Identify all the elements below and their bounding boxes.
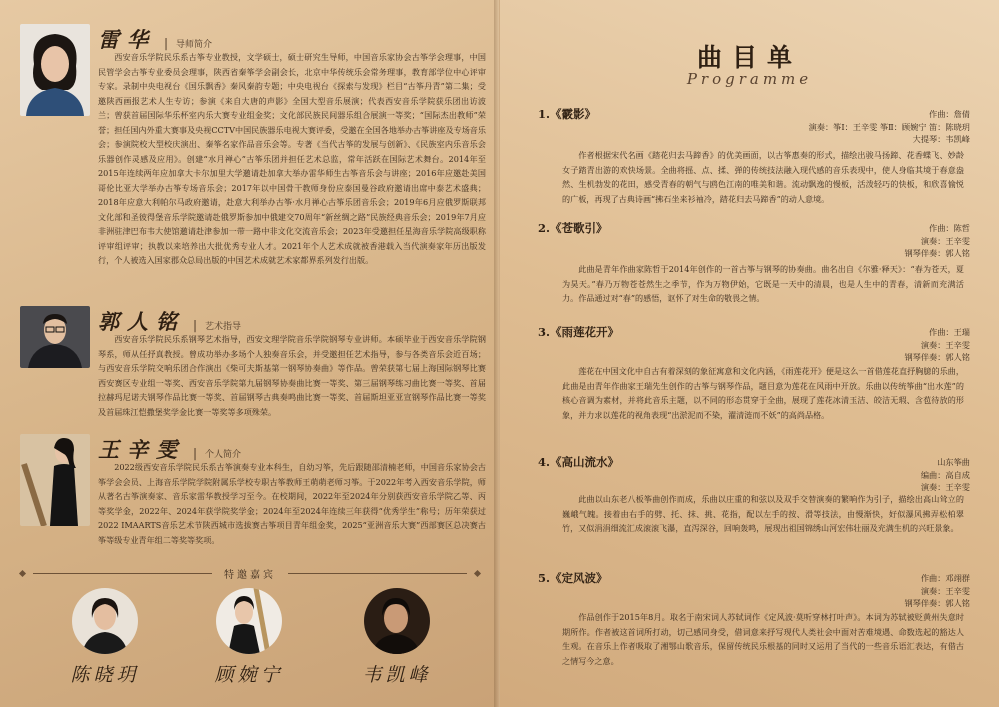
artist-role: 艺术指导 xyxy=(205,322,242,332)
artist-name: 郭人铭 xyxy=(98,309,185,334)
credit-line: 作曲：王瑞 xyxy=(929,327,970,337)
piece-title: 3.《雨莲花开》 xyxy=(538,325,620,339)
guests-title: 特邀嘉宾 xyxy=(224,569,276,581)
credit-line: 作曲：詹倩 xyxy=(929,109,970,119)
credit-line: 钢琴伴奏：郭人铭 xyxy=(904,352,970,362)
guest-photo xyxy=(216,588,282,654)
credit-line: 编曲：高自成 xyxy=(920,469,970,480)
artist-bio: 西安音乐学院民乐系钢琴艺术指导，西安文理学院音乐学院钢琴专业讲师。本硕毕业于西安音乐学院钢琴系，师从任抒真教授。曾成功举办多场个人独奏音乐会，并受邀担任艺术指导，参与各类音乐会近百场；与西安音乐学院交响乐团合作演出《柴可夫斯基第一钢琴协奏曲》等作品。曾荣获第七届上海国际钢琴比赛西安赛区专业组一等奖、西安音乐学院第九届钢琴协奏曲比赛一等奖、第三届钢琴练习曲比赛一等奖、首届拉赫玛尼诺夫钢琴作品比赛一等奖、首届钢琴古典奏鸣曲比赛一等奖、首届斯坦亚亚宣钢琴作品比赛一等奖及首届珠江恺撒堡奖学金比赛一等奖等多项殊荣。 xyxy=(98,334,486,417)
artist-role: 导师简介 xyxy=(176,40,213,50)
guest-card xyxy=(194,588,304,687)
credit-line: 演奏：王辛雯 xyxy=(920,585,970,596)
programme-item xyxy=(538,106,970,206)
artist-role: 个人简介 xyxy=(205,450,242,460)
credit-line: 作曲：陈哲 xyxy=(929,223,970,233)
artist-lei-hua xyxy=(20,24,486,286)
divider-bar: | xyxy=(193,446,198,460)
guest-photo xyxy=(72,588,138,654)
piece-title: 4.《高山流水》 xyxy=(538,455,620,469)
credit-line: 演奏：王辛雯 xyxy=(920,339,970,350)
guests-header xyxy=(20,566,480,580)
left-page xyxy=(0,0,499,707)
piece-description: 此曲以山东老八板筝曲创作而成，乐曲以庄重的和弦以及双手交替演奏的繁响作为引子，描绘出高山耸立的巍峨气魄。接着由右手的劈、托、抹、挑、花指，配以左手的按、滑等技法，由慢渐快，好似瀑风拂弄松柏翠竹，又似涓涓细流汇成滚滚飞瀑，直泻深谷，回响轰鸣，展现出祖国锦绣山河宏伟壮丽及充满生机的兴旺景象。 xyxy=(562,494,964,533)
credit-line: 作曲：邓翊群 xyxy=(920,573,970,583)
guest-name: 韦凯峰 xyxy=(362,664,432,686)
divider-line xyxy=(33,573,212,574)
artist-bio: 西安音乐学院民乐系古筝专业教授，文学硕士，硕士研究生导师，中国音乐家协会古筝学会理事，中国民管学会古筝专业委员会理事，陕西省秦筝学会副会长，北京中华传统乐会常务理事，教育部学位中心评审专家。录制中央电视台《国乐飘香》秦风秦韵专题；中央电视台《探索与发现》栏目“古筝丹青”第二集；受邀陕西画报艺术人生专访；参演《来自大唐的声影》全国大型音乐展演；代表西安音乐学院获乐团出访波兰；曾获首届国际华乐杯室内乐大赛专业组金奖；文化部民族民间器乐组合展演一等奖；“国际杰出教师”荣誉；担任国内外重大赛事及央视CCTV中国民族器乐电视大赛评委，受邀在全国各地举办古筝讲座及专场音乐会；参演院校大型校庆演出、秦筝名家作品音乐会等。专著《当代古筝的发展与创新》、《民族室内乐音乐会乐器创作灵感及应用》。创建“水月禅心”古筝乐团并担任艺术总监，常年活跃在国际艺术舞台。2014年至2015年连续两年应加拿大卡尔加里大学邀请赴加拿大举办雷华师生古筝音乐会与讲座；2016年应邀赴美国哥伦比亚大学举办古筝专场音乐会；2017年以中国骨干教师身份应泰国曼谷政府邀请出席中泰艺术盛典；2018年应意大利帕尔马政府邀请，赴意大利举办古筝·水月禅心古筝乐团音乐会；2019年6月应俄罗斯联邦文化部和圣彼得堡音乐学院邀请赴俄罗斯参加中俄建交70周年“新丝绸之路”民族经典音乐会；2019年7月应非洲驻津巴布韦大使馆邀请赴津参加一带一路中非文化交流音乐会；2023年受邀担任星海音乐学院高级职称评审组评审；执教以来培养出大批优秀专业人才。2021年个人艺术成就被香港载入当代演奏家年历出版发行，个人被选入国家郡众总局出版的中国艺术成就艺术家都界系列发行出版。 xyxy=(98,52,486,265)
piece-credits xyxy=(904,572,970,610)
piece-description: 作者根据宋代名画《踏花归去马蹄香》的优美画面，以古筝惠奏的形式，描绘出骏马扬蹄、花香蝶飞、妙龄女子踏青出游的欢快场景。全曲将摇、点、揉、弹的传统技法融入现代感的音乐表现中，使人身临其境于春意盎然、生机勃发的花田，感受青春的朝气与鸥色江南的唯美和谐。流动飘逸的慢板，活泼轻巧的快板，和欣喜愉悦的广板，再现了古典诗画“拂石坐来衫袖冷，踏花归去马蹄香”的动人意境。 xyxy=(562,150,964,204)
credit-line: 演奏：筝Ⅰ：王辛雯 筝Ⅱ：顾婉宁 笛：陈晓玥 xyxy=(808,121,970,132)
programme-subtitle: Programme xyxy=(686,70,813,88)
divider-bar: | xyxy=(193,318,198,332)
programme-item xyxy=(538,220,970,310)
credit-line: 演奏：王辛雯 xyxy=(920,482,970,492)
programme-item xyxy=(538,324,970,434)
guest-photo xyxy=(364,588,430,654)
piece-description: 此曲是青年作曲家陈哲于2014年创作的一首古筝与钢琴的协奏曲。曲名出自《尔雅·释天》：“春为苍天，夏为昊天。”春乃万物苍苍然生之季节，作为万物伊始，它既是一天中的清晨，也是人生中的青春，清新而充满活力。作品通过对“春”的感悟，讴怀了对生命的敬畏之情。 xyxy=(562,264,964,303)
credit-line: 大提琴：韦凯峰 xyxy=(912,134,970,144)
piece-title: 2.《苍歌引》 xyxy=(538,221,608,235)
piece-credits xyxy=(904,326,970,364)
piece-title: 1.《霰影》 xyxy=(538,107,597,121)
credit-line: 钢琴伴奏：郭人铭 xyxy=(904,248,970,258)
programme-title: 曲目单 xyxy=(696,43,802,72)
piece-description: 莲花在中国文化中自古有着深刻的象征寓意和文化内涵，《雨莲花开》便是这么一首借莲花直抒胸臆的乐曲，此曲是由青年作曲家王瑞先生创作的古筝与钢琴作品，题目意为莲花在风雨中开放。乐曲以传统筝曲“出水莲”的核心音调为素材，并将此音乐主题，以不同的形态贯穿于全曲，展现了莲花冰清玉洁、皎洁无瑕、含苞待放的形象，并力求以莲花的视角表现“出淤泥而不染，濯清涟而不妖”的高尚品格。 xyxy=(562,366,964,420)
diamond-ornament-icon xyxy=(19,569,26,576)
programme-item xyxy=(538,570,970,670)
artist-photo xyxy=(20,24,90,116)
guest-card xyxy=(342,588,452,687)
guest-name: 顾婉宁 xyxy=(214,664,284,686)
piece-description: 作品创作于2015年8月。取名于南宋词人苏轼词作《定风波·莫听穿林打叶声》。本词为苏轼被贬黄州失意时期所作。作者被这首词所打动，切己感同身受，借词意来抒写现代人类社会中面对苦难境遇、命数选起的豁达人生观。在音乐上作者吸取了湘鄂山歌音乐，保留传统民乐根基的同时又运用了当代的一些音乐语汇表达，有借古之情写今之意。 xyxy=(562,612,964,666)
credit-line: 钢琴伴奏：郭人铭 xyxy=(904,598,970,608)
piece-credits xyxy=(904,222,970,260)
credit-line: 山东筝曲 xyxy=(937,457,970,467)
artist-photo xyxy=(20,434,90,526)
divider-bar: | xyxy=(164,36,169,50)
guest-name: 陈晓玥 xyxy=(70,664,140,686)
artist-wang-xinwen xyxy=(20,434,486,560)
right-page xyxy=(500,0,999,707)
piece-title: 5.《定风波》 xyxy=(538,571,608,585)
programme-item xyxy=(538,454,970,554)
artist-name: 雷华 xyxy=(98,27,156,52)
piece-credits xyxy=(921,456,970,494)
piece-credits xyxy=(809,108,970,146)
divider-line xyxy=(288,573,467,574)
guest-card xyxy=(50,588,160,687)
diamond-ornament-icon xyxy=(474,569,481,576)
artist-guo-renming xyxy=(20,306,486,424)
artist-name: 王辛雯 xyxy=(98,437,185,462)
artist-bio: 2022级西安音乐学院民乐系古筝演奏专业本科生，自幼习筝，先后跟随邵清楠老师，中国音乐家协会古筝学会会员、上海音乐学院学院附属乐学校专职古筝教师王萌萌老师习筝。于2022年考入西安音乐学院，师从著名古筝演奏家、音乐家雷华教授学习至今。在校期间，2022年至2024年分别获西安音乐学院乙等、丙等奖学金，2022年、2024年获学院奖学金；2024年至2024年连续三年获得“优秀学生”称号；历年荣获过2022 IMAARTS音乐艺术节陕西城市选拔赛古筝项目青年组金奖，2025“亚洲音乐大赛”西部赛区总决赛古筝等级专业青年组二等奖等奖项。 xyxy=(98,462,486,545)
credit-line: 演奏：王辛雯 xyxy=(920,235,970,246)
artist-photo xyxy=(20,306,90,368)
